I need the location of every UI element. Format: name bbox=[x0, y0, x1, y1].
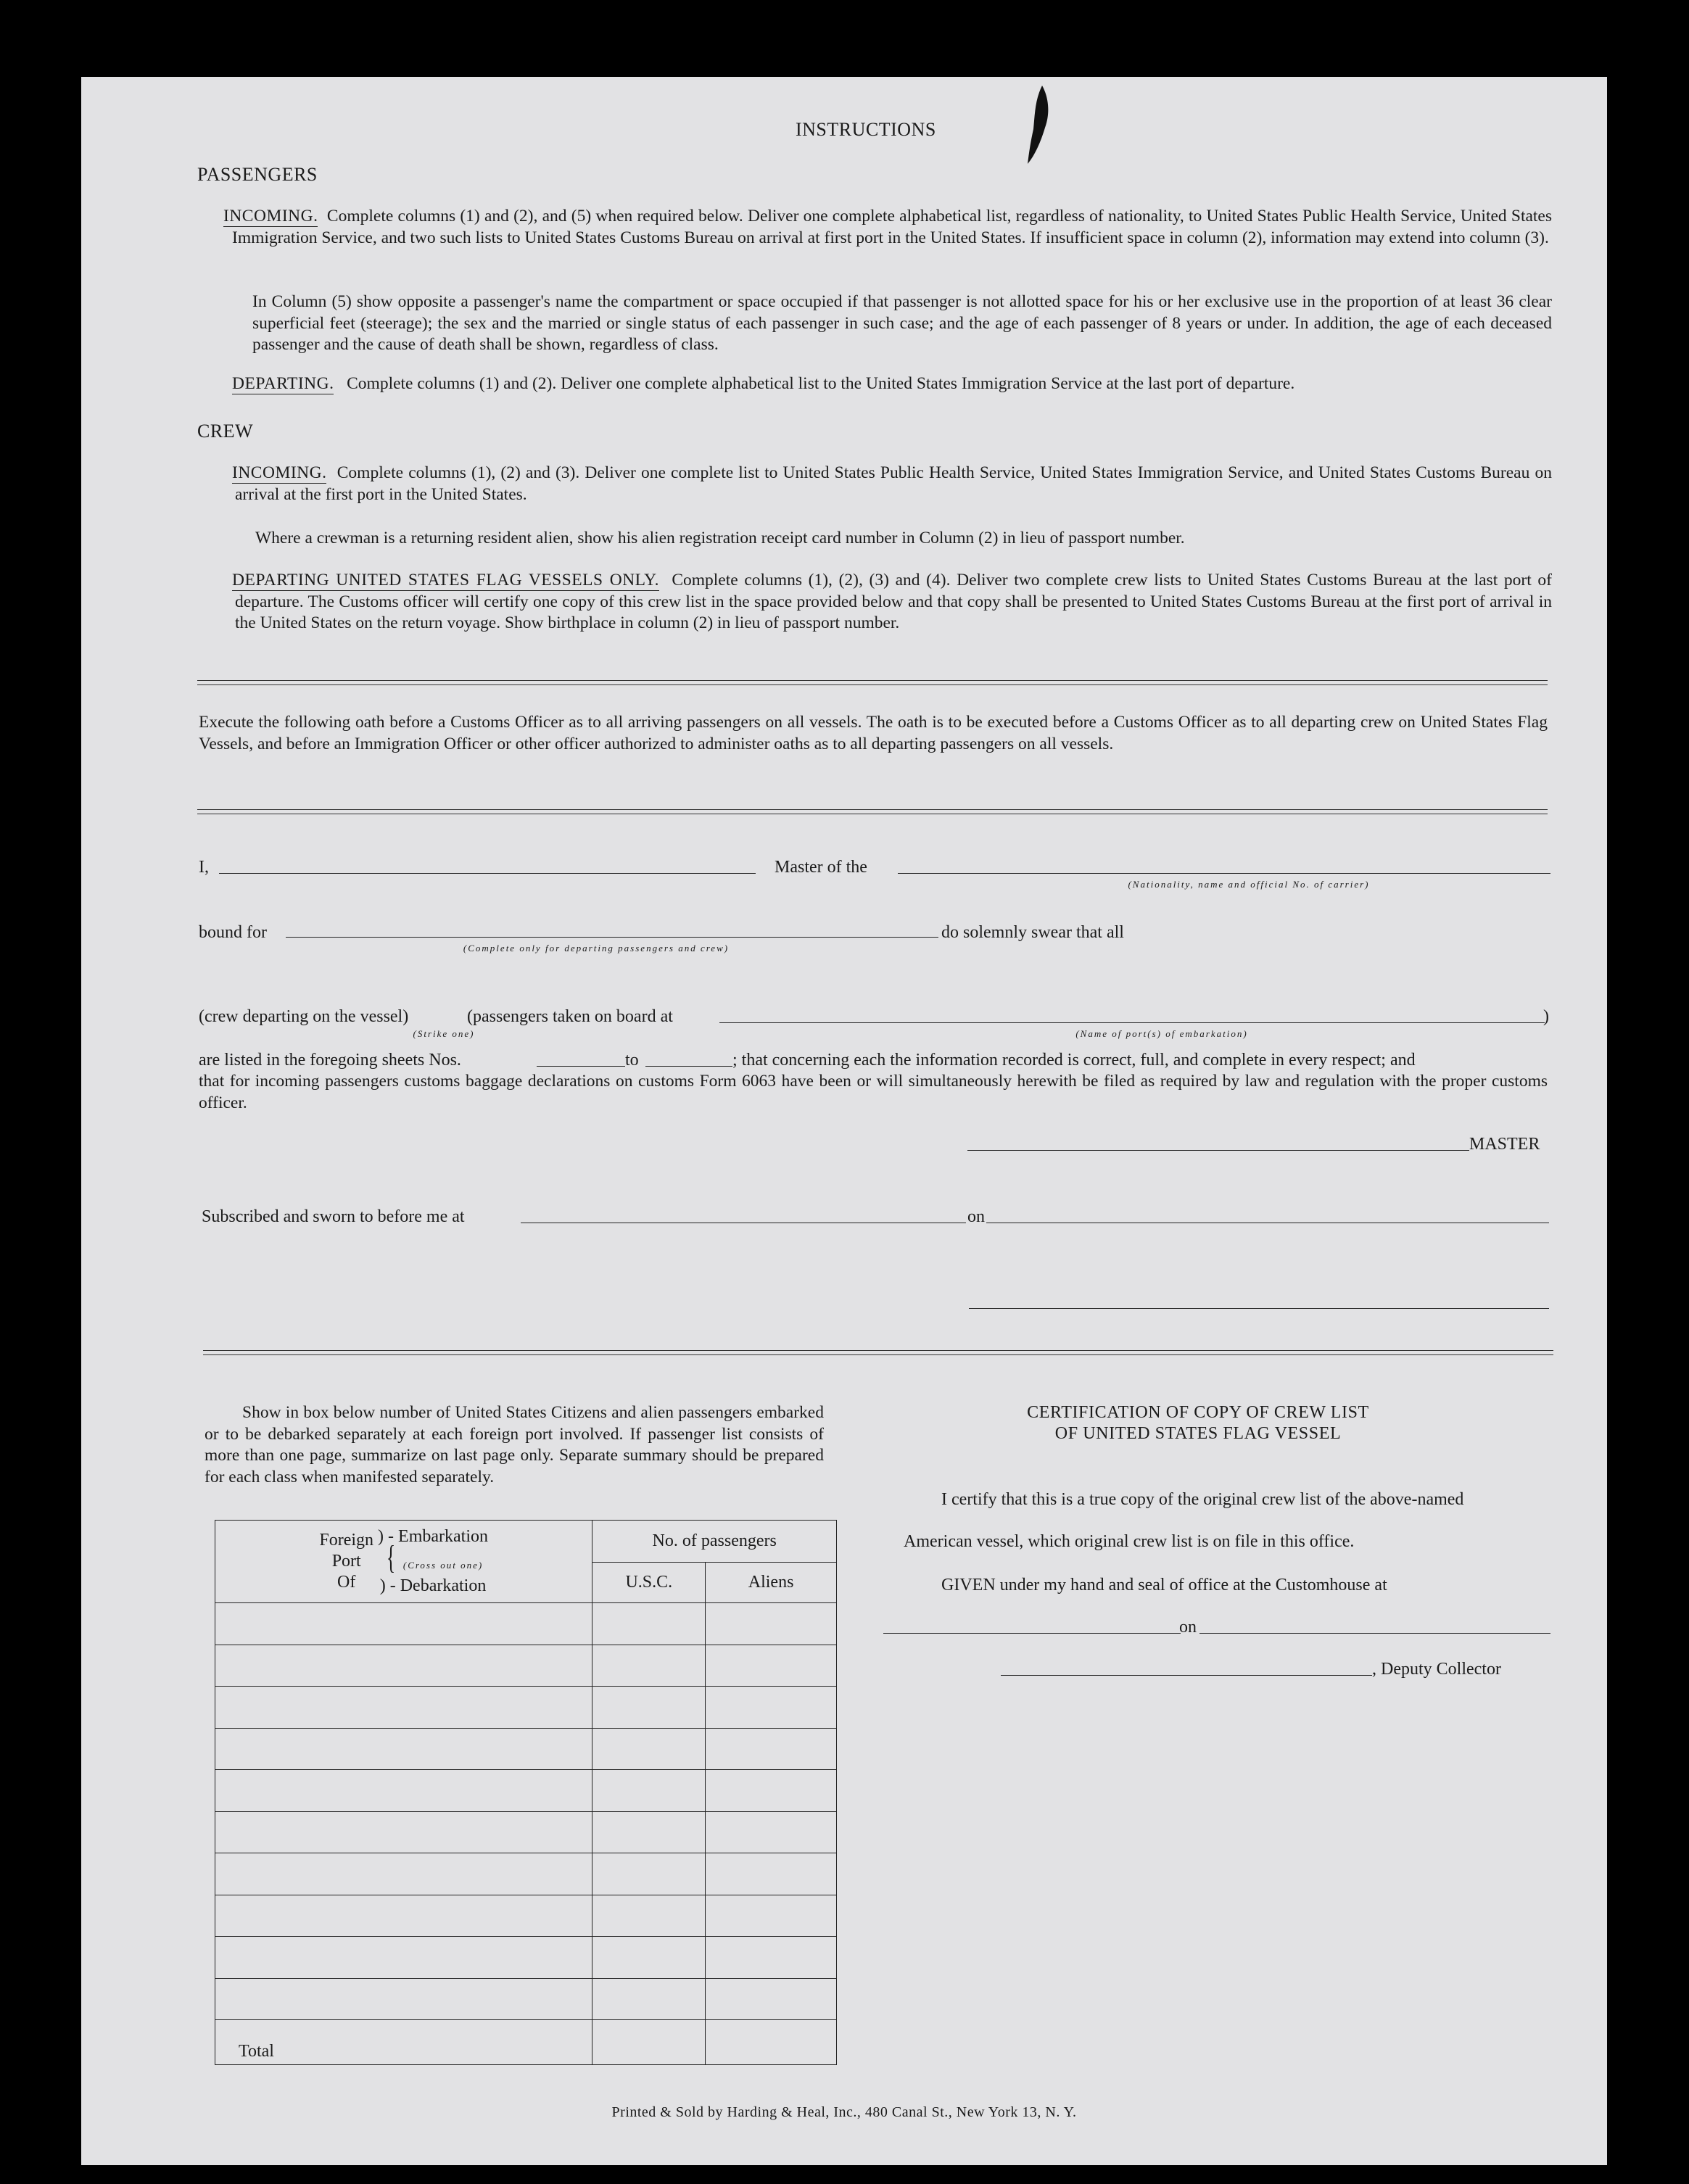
form-sheet bbox=[81, 77, 1607, 2165]
of-label: Of bbox=[337, 1573, 356, 1592]
master-label: MASTER bbox=[1469, 1135, 1540, 1154]
aliens-cell[interactable] bbox=[706, 1603, 837, 1645]
usc-cell[interactable] bbox=[592, 1895, 706, 1937]
master-signature-field[interactable] bbox=[967, 1150, 1469, 1151]
carrier-field[interactable] bbox=[898, 873, 1550, 874]
crew-departing-label: DEPARTING UNITED STATES FLAG VESSELS ONLY. bbox=[232, 571, 659, 590]
passengers-departing-label: DEPARTING. bbox=[232, 374, 334, 393]
certification-title-2: OF UNITED STATES FLAG VESSEL bbox=[1054, 1424, 1342, 1443]
deputy-collector-label: , Deputy Collector bbox=[1372, 1660, 1501, 1679]
cert-on-label: on bbox=[1179, 1618, 1197, 1637]
swear-label: do solemnly swear that all bbox=[941, 923, 1124, 942]
strike-hint: (Strike one) bbox=[413, 1028, 475, 1039]
certification-title-1: CERTIFICATION OF COPY OF CREW LIST bbox=[1027, 1403, 1369, 1422]
listed-to: to bbox=[625, 1051, 639, 1070]
listed-rest: that for incoming passengers customs baggage declarations on customs Form 6063 have been or will simultaneously herewith be filed as required by law and regulation with the proper customs officer. bbox=[199, 1072, 1548, 1112]
embarkation-ports-field[interactable] bbox=[719, 1022, 1545, 1023]
port-cell[interactable] bbox=[215, 1853, 592, 1895]
port-cell[interactable] bbox=[215, 1603, 592, 1645]
instructions-title: INSTRUCTIONS bbox=[796, 119, 936, 140]
carrier-hint: (Nationality, name and official No. of carrier) bbox=[1128, 879, 1370, 890]
aliens-cell[interactable] bbox=[706, 1853, 837, 1895]
table-row bbox=[215, 1895, 837, 1937]
sworn-on-label: on bbox=[967, 1207, 985, 1226]
aliens-cell[interactable] bbox=[706, 1770, 837, 1812]
master-of-label: Master of the bbox=[775, 858, 867, 877]
table-row bbox=[215, 1937, 837, 1979]
usc-cell[interactable] bbox=[592, 1645, 706, 1687]
crew-departing-paragraph bbox=[232, 570, 1552, 634]
oath-divider bbox=[197, 809, 1548, 814]
ports-summary-table bbox=[215, 1520, 837, 2065]
passengers-departing-paragraph bbox=[232, 373, 1552, 395]
port-label: Port bbox=[331, 1552, 361, 1571]
table-row bbox=[215, 1978, 837, 2020]
usc-cell[interactable] bbox=[592, 1978, 706, 2020]
certify-text: I certify that this is a true copy of the original crew list of the above-named bbox=[941, 1490, 1464, 1509]
subscribed-label: Subscribed and sworn to before me at bbox=[202, 1207, 465, 1226]
table-row bbox=[215, 1853, 837, 1895]
usc-cell[interactable] bbox=[592, 1937, 706, 1979]
crew-heading: CREW bbox=[197, 421, 254, 442]
oath-intro: Execute the following oath before a Customs Officer as to all arriving passengers on all vessels. The oath is to be executed before a Customs Officer as to all departing crew on United States Flag Vessels, and before an Immigration Officer or other officer authorized to administer oaths as to all departing passengers on all vessels. bbox=[199, 713, 1548, 753]
usc-cell[interactable] bbox=[592, 1728, 706, 1770]
listed-sheets-b: ; that concerning each the information recorded is correct, full, and complete in every respect; and bbox=[732, 1051, 1416, 1070]
sheet-from-field[interactable] bbox=[537, 1066, 625, 1067]
debarkation-label: - Debarkation bbox=[389, 1576, 487, 1595]
table-row bbox=[215, 1603, 837, 1645]
passenger-choice: (passengers taken on board at bbox=[467, 1007, 673, 1026]
table-row bbox=[215, 1770, 837, 1812]
port-cell[interactable] bbox=[215, 1728, 592, 1770]
table-row bbox=[215, 1645, 837, 1687]
port-cell[interactable] bbox=[215, 1687, 592, 1729]
cert-date-field[interactable] bbox=[1199, 1633, 1550, 1634]
bound-for-field[interactable] bbox=[286, 937, 938, 938]
table-row bbox=[215, 1687, 837, 1729]
port-cell[interactable] bbox=[215, 1811, 592, 1853]
passengers-heading: PASSENGERS bbox=[197, 164, 318, 185]
listed-sheets-a: are listed in the foregoing sheets Nos. bbox=[199, 1051, 461, 1070]
aliens-cell[interactable] bbox=[706, 1978, 837, 2020]
usc-cell[interactable] bbox=[592, 1853, 706, 1895]
foreign-label: Foreign bbox=[319, 1531, 374, 1550]
passengers-incoming-paragraph bbox=[223, 206, 1553, 249]
aliens-cell[interactable] bbox=[706, 1687, 837, 1729]
port-cell[interactable] bbox=[215, 1937, 592, 1979]
crew-incoming-paragraph bbox=[232, 463, 1552, 505]
aliens-cell[interactable] bbox=[706, 1811, 837, 1853]
crew-incoming-text: Complete columns (1), (2) and (3). Deliver one complete list to United States Public Health Service, United States Immigration Service, and United States Customs Bureau on arrival at the first port in the United States. bbox=[235, 463, 1552, 504]
given-text: GIVEN under my hand and seal of office at the Customhouse at bbox=[941, 1576, 1387, 1594]
total-row bbox=[215, 2020, 837, 2065]
section-divider bbox=[197, 680, 1548, 685]
table-row bbox=[215, 1728, 837, 1770]
usc-cell[interactable] bbox=[592, 1687, 706, 1729]
summary-divider bbox=[203, 1350, 1553, 1355]
passengers-incoming-text: Complete columns (1) and (2), and (5) when required below. Deliver one complete alphabetical list, regardless of nationality, to United States Public Health Service, United States Immigration Service, and two such lists to United States Customs Bureau on arrival at first port in the United States. If insufficient space in column (2), information may extend into column (3). bbox=[232, 207, 1553, 247]
oath-i-label: I, bbox=[199, 858, 209, 877]
passengers-incoming-label: INCOMING. bbox=[223, 207, 318, 226]
sheet-to-field[interactable] bbox=[645, 1066, 732, 1067]
printer-footer: Printed & Sold by Harding & Heal, Inc., 480 Canal St., New York 13, N. Y. bbox=[611, 2104, 1077, 2120]
bound-for-hint: (Complete only for departing passengers and crew) bbox=[463, 943, 730, 954]
usc-cell[interactable] bbox=[592, 1770, 706, 1812]
crew-incoming-label: INCOMING. bbox=[232, 463, 327, 482]
usc-cell[interactable] bbox=[592, 1811, 706, 1853]
usc-header: U.S.C. bbox=[592, 1563, 706, 1603]
customhouse-field[interactable] bbox=[883, 1633, 1181, 1634]
close-paren: ) bbox=[1543, 1007, 1549, 1026]
passengers-column5-text: In Column (5) show opposite a passenger's name the compartment or space occupied if that passenger is not allotted space for his or her exclusive use in the proportion of at least 36 clear superficial feet (steerage); the sex and the married or single status of each passenger in such case; and the age of each passenger of 8 years or under. In addition, the age of each deceased passenger and the cause of death shall be shown, regardless of class. bbox=[252, 292, 1552, 354]
vessel-text: American vessel, which original crew list is on file in this office. bbox=[904, 1532, 1355, 1551]
aliens-cell[interactable] bbox=[706, 1645, 837, 1687]
total-label: Total bbox=[215, 2020, 592, 2065]
port-cell[interactable] bbox=[215, 1978, 592, 2020]
aliens-total-cell[interactable] bbox=[706, 2020, 837, 2065]
aliens-header: Aliens bbox=[706, 1563, 837, 1603]
cross-out-hint: (Cross out one) bbox=[402, 1560, 484, 1571]
port-cell[interactable] bbox=[215, 1895, 592, 1937]
summary-instructions: Show in box below number of United States Citizens and alien passengers embarked or to be debarked separately at each foreign port involved. If passenger list consists of more than one page, summarize on last page only. Separate summary should be prepared for each class when manifested separately. bbox=[205, 1403, 824, 1486]
ink-blot-mark bbox=[1013, 83, 1057, 168]
bound-for-label: bound for bbox=[199, 923, 267, 942]
crew-resident-text: Where a crewman is a returning resident alien, show his alien registration receipt card number in Column (2) in lieu of passport number. bbox=[255, 529, 1185, 547]
ports-hint: (Name of port(s) of embarkation) bbox=[1075, 1028, 1248, 1039]
deputy-signature-field[interactable] bbox=[1001, 1675, 1372, 1676]
crew-departing-text: Complete columns (1), (2), (3) and (4). Deliver two complete crew lists to United States Customs Bureau at the last port of departure. The Customs officer will certify one copy of this crew list in the space provided below and that copy shall be presented to United States Customs Bureau at the first port of arrival in the United States on the return voyage. Show birthplace in column (2) in lieu of passport number. bbox=[235, 571, 1552, 632]
embarkation-label: - Embarkation bbox=[388, 1527, 488, 1546]
master-name-field[interactable] bbox=[219, 873, 756, 874]
port-header-cell: Foreign Port Of ) - Embarkation { (Cross out one) ) - Debarkation bbox=[215, 1521, 592, 1603]
port-cell[interactable] bbox=[215, 1770, 592, 1812]
passengers-departing-text: Complete columns (1) and (2). Deliver one complete alphabetical list to the United States Immigration Service at the last port of departure. bbox=[347, 374, 1295, 393]
port-cell[interactable] bbox=[215, 1645, 592, 1687]
no-passengers-header: No. of passengers bbox=[592, 1521, 837, 1563]
aliens-cell[interactable] bbox=[706, 1937, 837, 1979]
table-row bbox=[215, 1811, 837, 1853]
officer-signature-field[interactable] bbox=[969, 1308, 1549, 1309]
aliens-cell[interactable] bbox=[706, 1895, 837, 1937]
crew-choice: (crew departing on the vessel) bbox=[199, 1007, 409, 1026]
usc-total-cell[interactable] bbox=[592, 2020, 706, 2065]
usc-cell[interactable] bbox=[592, 1603, 706, 1645]
aliens-cell[interactable] bbox=[706, 1728, 837, 1770]
